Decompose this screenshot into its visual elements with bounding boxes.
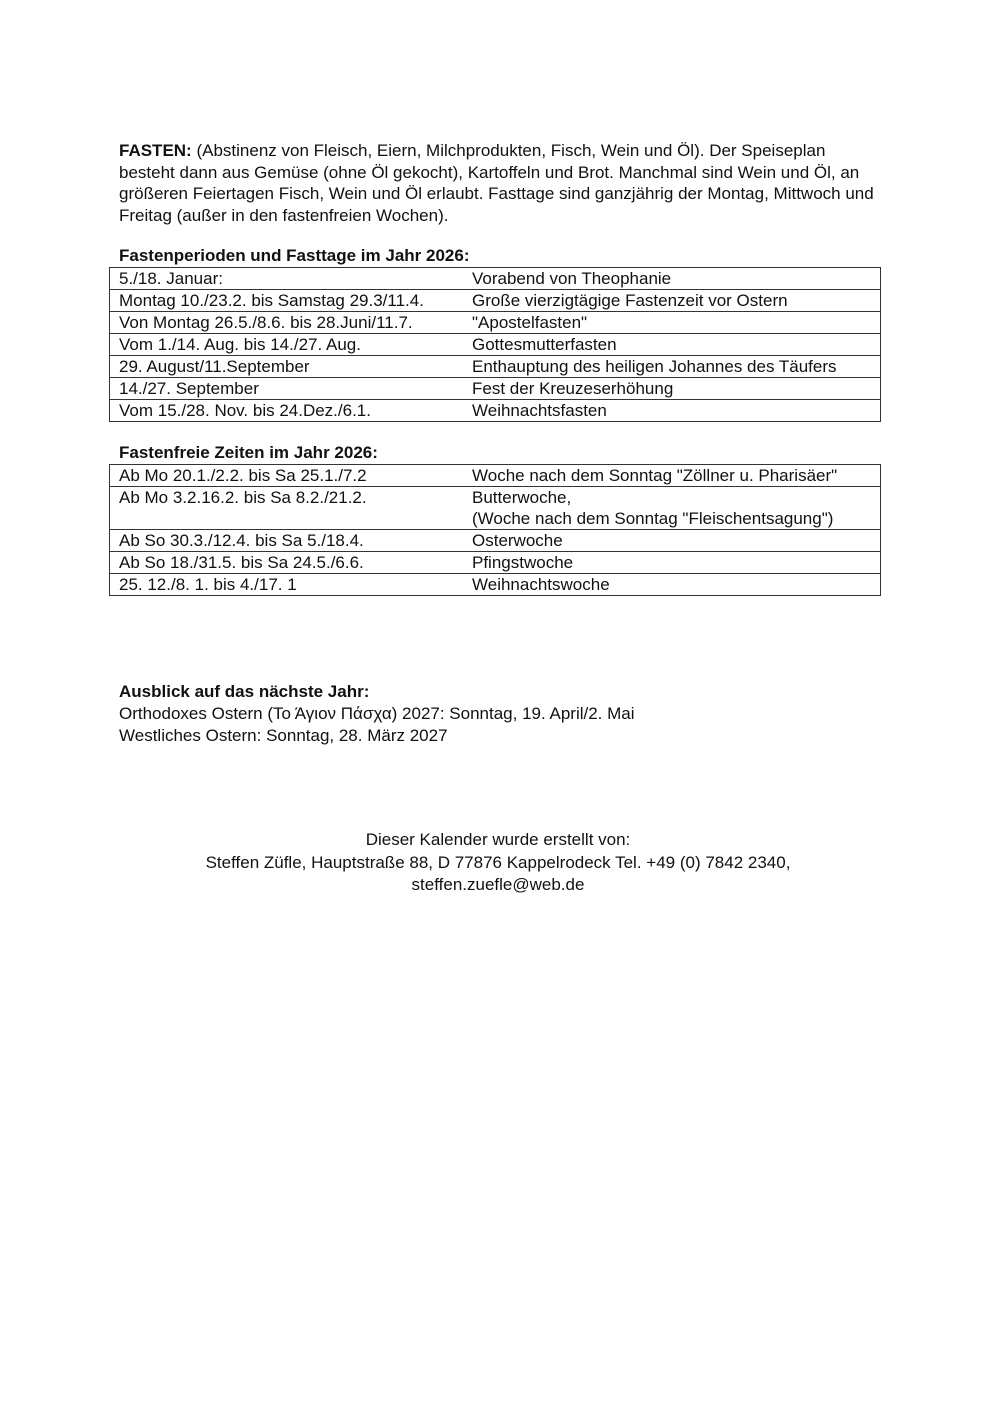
intro-label: FASTEN: [119, 141, 192, 160]
table-row [110, 400, 881, 422]
free-desc-cell [464, 487, 881, 530]
period-date: 5./18. Januar: [110, 268, 465, 290]
footer-line-address: Steffen Züfle, Hauptstraße 88, D 77876 Kappelrodeck Tel. +49 (0) 7842 2340, [205, 852, 791, 872]
table-row [110, 290, 881, 312]
period-desc: Große vierzigtägige Fastenzeit vor Ostern [464, 290, 881, 312]
period-desc: "Apostelfasten" [464, 312, 881, 334]
fast-periods-table [109, 267, 881, 422]
footer-credits [0, 829, 996, 897]
period-date: 14./27. September [110, 378, 465, 400]
intro-text: (Abstinenz von Fleisch, Eiern, Milchprodukten, Fisch, Wein und Öl). Der Speiseplan besteht dann aus Gemüse (ohne Öl gekocht), Kartoffeln und Brot. Manchmal sind Wein und Öl, an größeren Feiertagen Fisch, Wein und Öl erlaubt. Fasttage sind ganzjährig der Montag, Mittwoch und Freitag (außer in den fastenfreien Wochen). [119, 141, 874, 225]
table-row [110, 552, 881, 574]
outlook-orthodox-easter: Orthodoxes Ostern (Το Άγιον Πάσχα) 2027: Sonntag, 19. April/2. Mai [119, 704, 635, 723]
free-desc-note: (Woche nach dem Sonntag "Fleischentsagung") [472, 509, 834, 528]
period-date: Montag 10./23.2. bis Samstag 29.3/11.4. [110, 290, 465, 312]
fast-free-heading: Fastenfreie Zeiten im Jahr 2026: [119, 443, 378, 462]
period-desc: Vorabend von Theophanie [464, 268, 881, 290]
table-row [110, 356, 881, 378]
period-date: Von Montag 26.5./8.6. bis 28.Juni/11.7. [110, 312, 465, 334]
free-date: Ab Mo 20.1./2.2. bis Sa 25.1./7.2 [110, 465, 465, 487]
outlook-heading: Ausblick auf das nächste Jahr: [119, 682, 370, 701]
free-desc: Pfingstwoche [464, 552, 881, 574]
table-row [110, 268, 881, 290]
free-desc: Butterwoche, [472, 488, 572, 507]
table-row [110, 334, 881, 356]
period-desc: Enthauptung des heiligen Johannes des Täufers [464, 356, 881, 378]
table-row [110, 487, 881, 530]
fast-free-table [109, 464, 881, 596]
period-date: 29. August/11.September [110, 356, 465, 378]
period-desc: Weihnachtsfasten [464, 400, 881, 422]
free-date: Ab So 30.3./12.4. bis Sa 5./18.4. [110, 530, 465, 552]
table-row [110, 574, 881, 596]
free-date: Ab Mo 3.2.16.2. bis Sa 8.2./21.2. [110, 487, 465, 530]
footer-line-created-by: Dieser Kalender wurde erstellt von: [365, 830, 631, 849]
table-row [110, 465, 881, 487]
outlook-western-easter: Westliches Ostern: Sonntag, 28. März 2027 [119, 726, 448, 745]
period-desc: Fest der Kreuzeserhöhung [464, 378, 881, 400]
period-date: Vom 1./14. Aug. bis 14./27. Aug. [110, 334, 465, 356]
intro-paragraph [119, 140, 879, 226]
free-desc: Osterwoche [464, 530, 881, 552]
free-desc: Woche nach dem Sonntag "Zöllner u. Pharisäer" [464, 465, 881, 487]
period-desc: Gottesmutterfasten [464, 334, 881, 356]
outlook-section [119, 681, 635, 747]
free-date: 25. 12./8. 1. bis 4./17. 1 [110, 574, 465, 596]
footer-line-email: steffen.zuefle@web.de [411, 875, 585, 894]
table-row [110, 312, 881, 334]
table-row [110, 530, 881, 552]
period-date: Vom 15./28. Nov. bis 24.Dez./6.1. [110, 400, 465, 422]
fast-periods-heading: Fastenperioden und Fasttage im Jahr 2026: [119, 246, 470, 265]
free-desc: Weihnachtswoche [464, 574, 881, 596]
free-date: Ab So 18./31.5. bis Sa 24.5./6.6. [110, 552, 465, 574]
table-row [110, 378, 881, 400]
